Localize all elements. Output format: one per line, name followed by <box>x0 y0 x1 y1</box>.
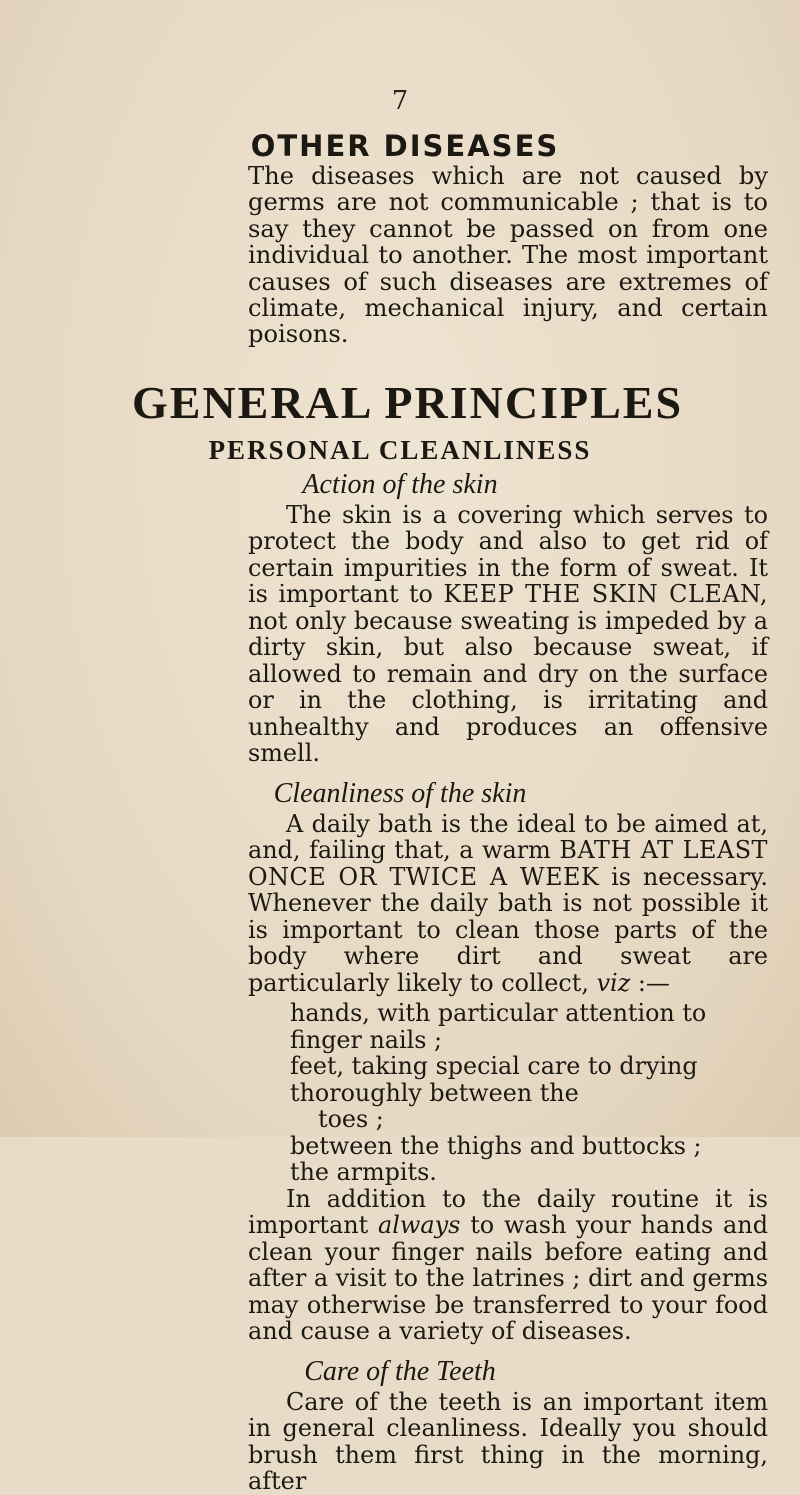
list-item: hands, with particular attention to finger nails ; <box>290 999 707 1054</box>
skin-text-2: not only because sweating is impeded by a dirty skin, but also because sweat, if allowed to remain and dry on the surface or in the clothing, is irritating and unhealthy and produces an offensive smell. <box>248 606 768 768</box>
section-title-other-diseases: OTHER DISEASES <box>250 129 560 163</box>
cleanliness-text-3: :— <box>630 968 670 997</box>
list-item: feet, taking special care to drying thoroughly between the <box>290 1052 698 1107</box>
list-item: between the thighs and buttocks ; <box>290 1131 702 1160</box>
routine-text-2: to wash your hands and clean your finger nails before eating and after a visit to the latrines ; dirt and germs may otherwise be transferred to your food and cause a variety of diseases. <box>248 1211 768 1346</box>
cleanliness-paragraph <box>248 811 768 997</box>
list-item: the armpits. <box>290 1158 437 1187</box>
body-parts-list <box>290 1000 752 1186</box>
skin-paragraph <box>248 502 768 767</box>
subheading-cleanliness-of-skin: Cleanliness of the skin <box>273 777 527 809</box>
cleanliness-emphasis: BATH AT LEAST ONCE OR TWICE A WEEK <box>248 836 768 891</box>
routine-always: always <box>378 1211 461 1240</box>
cleanliness-text-2: is necessary. Whenever the daily bath is not possible it is important to clean those parts of the body where dirt and sweat are particularly likely to collect, <box>248 862 769 997</box>
cleanliness-text-1: A daily bath is the ideal to be aimed at, and, failing that, a warm <box>248 809 768 865</box>
skin-text-1: The skin is a covering which serves to protect the body and also to get rid of certain impurities in the form of sweat. It is important to <box>248 500 768 609</box>
intro-text: The diseases which are not caused by germs are not communicable ; that is to say they cannot be passed on from one individual to another. The most important causes of such diseases are extremes of climate, mechanical injury, and certain poisons. <box>248 162 768 349</box>
subheading-action-of-skin: Action of the skin <box>302 468 498 500</box>
section-title-general-principles: GENERAL PRINCIPLES <box>131 376 684 428</box>
page-number: 7 <box>391 86 409 116</box>
routine-text-1: In addition to the daily routine it is important <box>248 1184 768 1240</box>
daily-routine-paragraph <box>248 1186 768 1345</box>
cleanliness-viz: viz <box>596 968 631 997</box>
teeth-paragraph <box>248 1389 768 1495</box>
teeth-text: Care of the teeth is an important item in general cleanliness. Ideally you should brush them first thing in the morning, after <box>248 1387 768 1495</box>
subheading-care-of-teeth: Care of the Teeth <box>304 1355 496 1387</box>
section-title-personal-cleanliness: PERSONAL CLEANLINESS <box>208 434 592 465</box>
page-content <box>0 128 800 1495</box>
skin-emphasis: KEEP THE SKIN CLEAN, <box>443 580 768 609</box>
list-item: toes ; <box>318 1105 384 1134</box>
intro-paragraph <box>248 163 768 348</box>
